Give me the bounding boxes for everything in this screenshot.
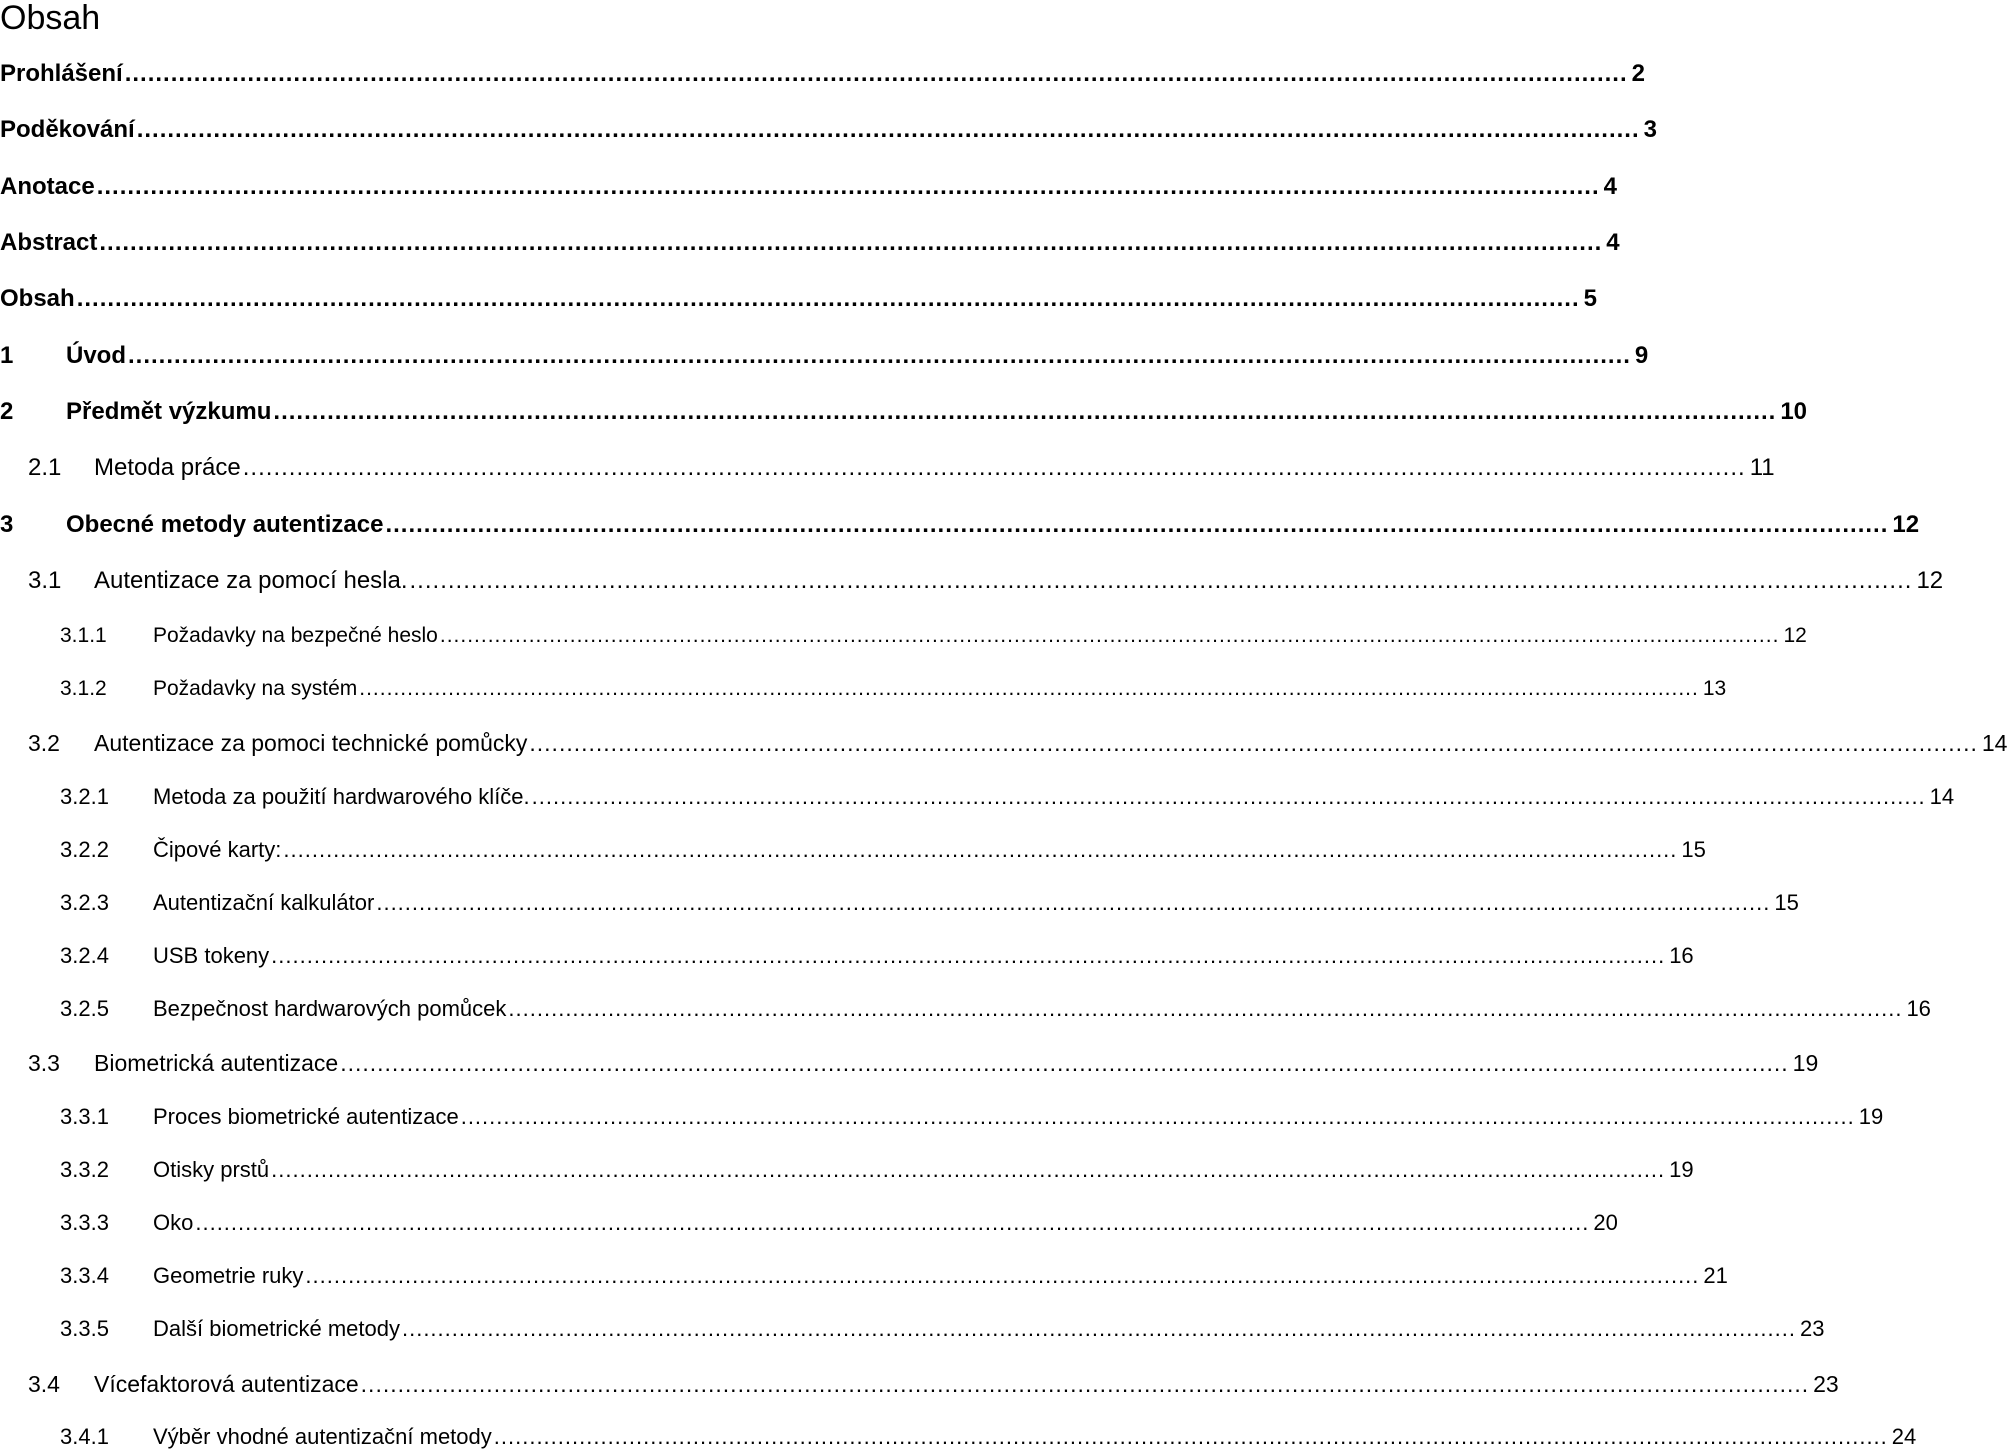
toc-entry-page: 4: [1606, 229, 1620, 256]
toc-entry-page: 9: [1634, 342, 1649, 369]
toc-entry-label: Proces biometrické autentizace: [153, 1104, 459, 1129]
toc-entry-3-2-1[interactable]: [0, 781, 1955, 813]
dot-leader: ....................................................................................................................................................................................................: [340, 1050, 1789, 1076]
toc-entry-number: 3.2.4: [60, 943, 109, 968]
toc-entry-label: Prohlášení: [0, 60, 123, 87]
toc-entry-number: 3.3.3: [60, 1210, 109, 1235]
toc-entry-page: 23: [1800, 1316, 1825, 1341]
toc-entry-number: 1: [0, 342, 14, 369]
toc-entry-page: 19: [1792, 1050, 1819, 1076]
toc-entry-page: 20: [1593, 1210, 1618, 1235]
toc-entry-3-3-4[interactable]: [0, 1260, 1728, 1292]
toc-entry-3-1-2[interactable]: [0, 673, 1727, 705]
dot-leader: ....................................................................................................................................................................................................: [283, 837, 1678, 862]
page-title: Obsah: [0, 0, 101, 37]
toc-entry-page: 15: [1681, 837, 1706, 862]
toc-entry-number: 3.4: [28, 1371, 60, 1397]
toc-entry-page: 12: [1916, 567, 1944, 594]
toc-entry-page: 3: [1643, 116, 1657, 143]
toc-entry-3-1-1[interactable]: [0, 620, 1807, 652]
toc-entry-label: Předmět výzkumu: [66, 398, 272, 425]
toc-entry-label: Poděkování: [0, 116, 135, 143]
toc-entry-page: 10: [1780, 398, 1808, 425]
toc-entry-1[interactable]: [0, 340, 1649, 372]
toc-entry-label: Výběr vhodné autentizační metody: [153, 1424, 492, 1449]
toc-entry-page: 19: [1669, 1157, 1694, 1182]
toc-entry-page: 16: [1669, 943, 1694, 968]
dot-leader: ....................................................................................................................................................................................................: [271, 1157, 1666, 1182]
toc-entry-label: Metoda za použití hardwarového klíče.: [153, 784, 530, 809]
dot-leader: ....................................................................................................................................................................................................: [195, 1210, 1590, 1235]
toc-entry-3-3-2[interactable]: [0, 1154, 1694, 1186]
toc-entry-label: Bezpečnost hardwarových pomůcek: [153, 996, 507, 1021]
dot-leader: ....................................................................................................................................................................................................: [271, 943, 1666, 968]
toc-entry-number: 3.2.2: [60, 837, 109, 862]
toc-entry-number: 3.4.1: [60, 1424, 109, 1449]
dot-leader: ....................................................................................................................................................................................................: [401, 1316, 1796, 1341]
toc-entry-number: 2: [0, 398, 14, 425]
toc-entry-label: Čipové karty:: [153, 837, 282, 862]
toc-entry-page: 12: [1892, 511, 1920, 538]
toc-entry-prohlaseni[interactable]: [0, 58, 1645, 90]
toc-entry-page: 5: [1583, 285, 1597, 312]
toc-entry-page: 23: [1813, 1371, 1839, 1397]
toc-entry-label: Úvod: [66, 342, 126, 369]
toc-entry-3[interactable]: [0, 509, 1920, 541]
toc-entry-number: 3.3.4: [60, 1263, 109, 1288]
toc-entry-page: 13: [1702, 677, 1727, 700]
dot-leader: ....................................................................................................................................................................................................: [529, 730, 1978, 756]
toc-entry-label: Metoda práce: [94, 454, 241, 481]
toc-entry-number: 3.3: [28, 1050, 60, 1076]
toc-entry-label: Autentizační kalkulátor: [153, 890, 375, 915]
toc-entry-page: 14: [1929, 784, 1955, 809]
toc-entry-label: Vícefaktorová autentizace: [94, 1371, 359, 1397]
toc-entry-3-3[interactable]: [0, 1047, 1819, 1079]
dot-leader: ....................................................................................................................................................................................................: [409, 567, 1913, 594]
toc-entry-number: 3: [0, 511, 14, 538]
toc-entry-label: Další biometrické metody: [153, 1316, 400, 1341]
toc-entry-3-2-4[interactable]: [0, 940, 1694, 972]
toc-entry-label: Oko: [153, 1210, 194, 1235]
dot-leader: ....................................................................................................................................................................................................: [360, 1371, 1810, 1397]
toc-entry-label: Anotace: [0, 173, 95, 200]
toc-entry-page: 24: [1891, 1424, 1917, 1449]
toc-entry-number: 3.2.5: [60, 996, 109, 1021]
toc-entry-label: Otisky prstů: [153, 1157, 270, 1182]
dot-leader: ....................................................................................................................................................................................................: [99, 229, 1603, 256]
toc-entry-page: 11: [1749, 454, 1775, 481]
toc-entry-label: Biometrická autentizace: [94, 1050, 339, 1076]
toc-entry-podekovani[interactable]: [0, 114, 1657, 146]
dot-leader: ....................................................................................................................................................................................................: [128, 342, 1631, 369]
dot-leader: ....................................................................................................................................................................................................: [305, 1263, 1700, 1288]
toc-entry-3-3-3[interactable]: [0, 1207, 1618, 1239]
toc-entry-3-1[interactable]: [0, 565, 1944, 597]
toc-entry-number: 3.1.2: [60, 677, 107, 700]
toc-entry-number: 3.1.1: [60, 624, 107, 647]
toc-entry-label: Autentizace za pomocí hesla.: [94, 567, 408, 594]
toc-entry-3-4-1[interactable]: [0, 1421, 1917, 1453]
dot-leader: ....................................................................................................................................................................................................: [136, 116, 1640, 143]
dot-leader: ....................................................................................................................................................................................................: [124, 60, 1628, 87]
toc-entry-number: 2.1: [28, 454, 62, 481]
toc-entry-page: 14: [1981, 730, 2007, 756]
toc-entry-label: Autentizace za pomoci technické pomůcky: [94, 730, 528, 756]
toc-entry-label: Požadavky na systém: [153, 677, 358, 700]
dot-leader: ....................................................................................................................................................................................................: [460, 1104, 1855, 1129]
toc-entry-label: USB tokeny: [153, 943, 270, 968]
toc-entry-label: Obsah: [0, 285, 75, 312]
toc-entry-page: 12: [1783, 624, 1807, 647]
dot-leader: ....................................................................................................................................................................................................: [376, 890, 1771, 915]
dot-leader: ....................................................................................................................................................................................................: [96, 173, 1600, 200]
dot-leader: ....................................................................................................................................................................................................: [273, 398, 1777, 425]
dot-leader: ....................................................................................................................................................................................................: [508, 996, 1903, 1021]
toc-entry-page: 15: [1774, 890, 1799, 915]
dot-leader: ....................................................................................................................................................................................................: [531, 784, 1926, 809]
toc-entry-number: 3.2.1: [60, 784, 109, 809]
toc-entry-label: Abstract: [0, 229, 98, 256]
toc-entry-number: 3.3.1: [60, 1104, 109, 1129]
dot-leader: ....................................................................................................................................................................................................: [76, 285, 1580, 312]
toc-entry-3-4[interactable]: [0, 1368, 1839, 1400]
toc-entry-number: 3.3.5: [60, 1316, 109, 1341]
toc-entry-3-2-3[interactable]: [0, 887, 1799, 919]
toc-entry-3-3-5[interactable]: [0, 1313, 1825, 1345]
toc-entry-anotace[interactable]: [0, 171, 1617, 203]
toc-entry-page: 16: [1906, 996, 1931, 1021]
toc-entry-number: 3.3.2: [60, 1157, 109, 1182]
toc-entry-3-2-5[interactable]: [0, 993, 1931, 1025]
toc-entry-obsah[interactable]: [0, 283, 1597, 315]
dot-leader: ....................................................................................................................................................................................................: [242, 454, 1746, 481]
toc-entry-page: 19: [1858, 1104, 1884, 1129]
toc-entry-page: 2: [1631, 60, 1645, 87]
toc-entry-number: 3.2: [28, 730, 60, 756]
toc-entry-3-2[interactable]: [0, 727, 2007, 759]
toc-entry-3-2-2[interactable]: [0, 834, 1706, 866]
toc-entry-label: Geometrie ruky: [153, 1263, 304, 1288]
dot-leader: ....................................................................................................................................................................................................: [385, 511, 1889, 538]
dot-leader: ....................................................................................................................................................................................................: [493, 1424, 1888, 1449]
toc-entry-label: Požadavky na bezpečné heslo: [153, 624, 438, 647]
toc-entry-number: 3.2.3: [60, 890, 109, 915]
toc-entry-number: 3.1: [28, 567, 62, 594]
toc-entry-2[interactable]: [0, 396, 1808, 428]
dot-leader: ....................................................................................................................................................................................................: [439, 624, 1780, 647]
toc-entry-abstract[interactable]: [0, 227, 1620, 259]
toc-entry-3-3-1[interactable]: [0, 1101, 1884, 1133]
toc-entry-page: 4: [1603, 173, 1617, 200]
toc-entry-label: Obecné metody autentizace: [66, 511, 384, 538]
toc-entry-2-1[interactable]: [0, 452, 1775, 484]
toc-entry-page: 21: [1703, 1263, 1728, 1288]
dot-leader: ....................................................................................................................................................................................................: [359, 677, 1699, 700]
